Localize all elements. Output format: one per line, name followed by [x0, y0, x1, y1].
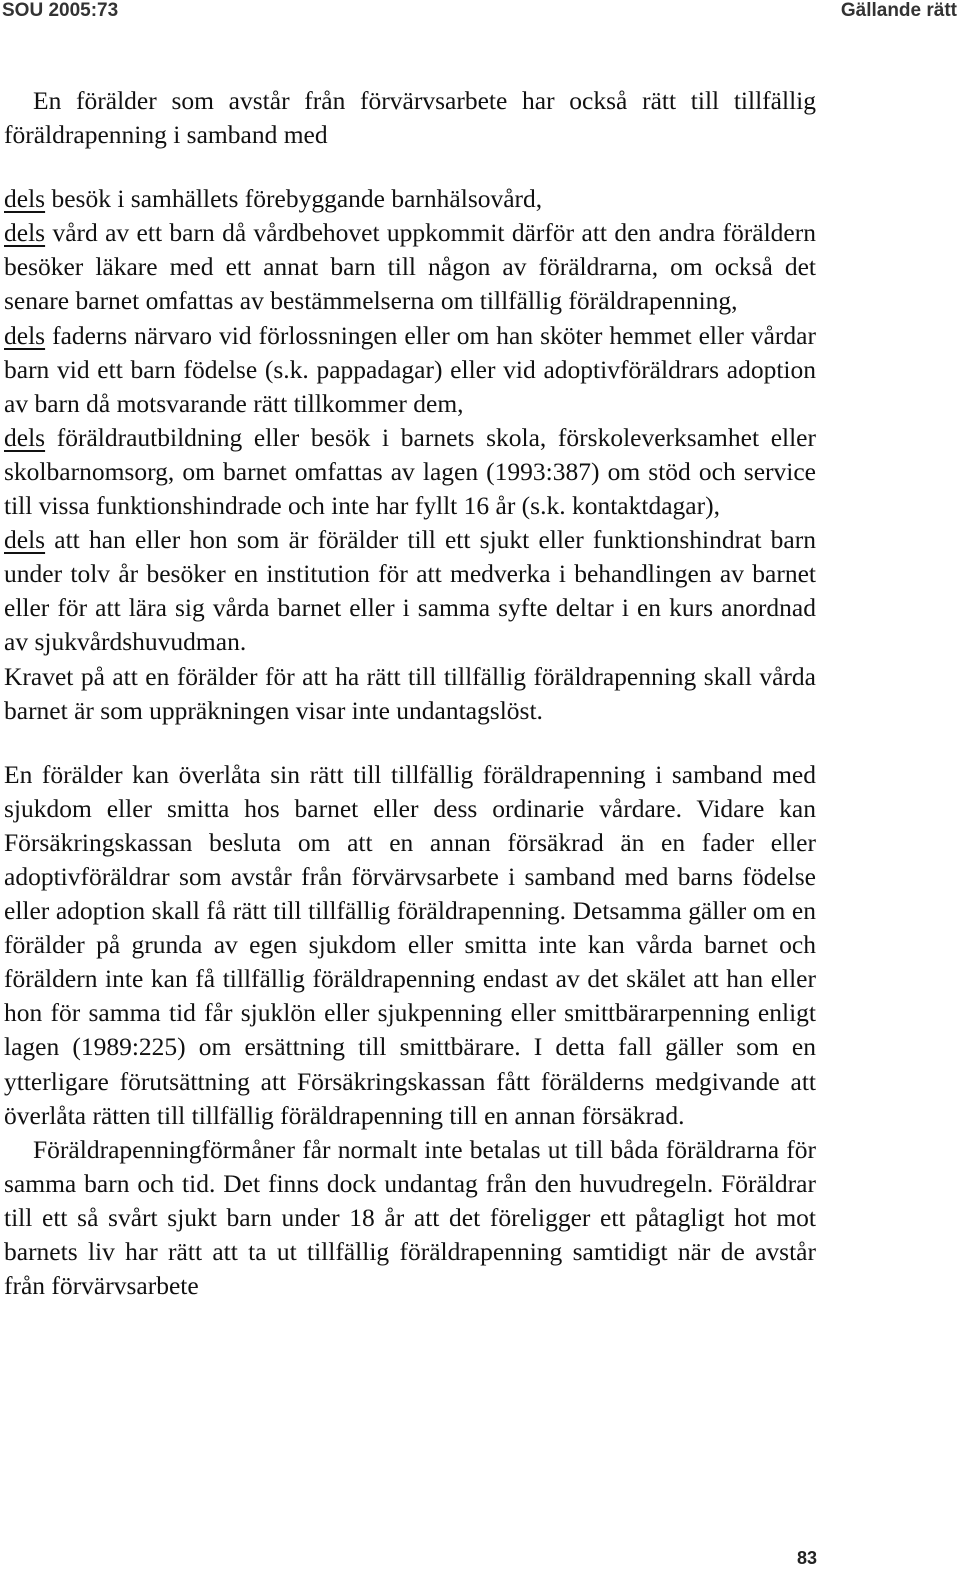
dels-marker: dels [4, 525, 46, 555]
list-item [4, 523, 816, 659]
document-id: SOU 2005:73 [2, 0, 119, 21]
list-item-text: besök i samhällets förebyggande barnhälsovård, [45, 184, 543, 214]
dels-marker: dels [4, 184, 46, 214]
dels-marker: dels [4, 422, 46, 452]
running-header [0, 0, 960, 30]
section-title: Gällande rätt [840, 0, 957, 21]
paragraph-intro: En förälder som avstår från förvärvsarbete har också rätt till tillfällig föräldrapenning i samband med [4, 86, 816, 150]
list-item-text: faderns närvaro vid förlossningen eller om han sköter hemmet eller vårdar barn vid ett barn födelse (s.k. pappadagar) eller vid adoptivföräldrars adoption av barn då motsvarande rätt tillkommer dem, [4, 320, 816, 418]
list-item [4, 421, 816, 523]
body-text [4, 84, 816, 1303]
paragraph: En förälder kan överlåta sin rätt till tillfällig föräldrapenning i samband med sjukdom eller smitta hos barnet eller dess ordinarie vårdare. Vidare kan Försäkringskassan besluta om att en annan försäkrad än en fader eller adoptivföräldrar som avstår från förvärvsarbete i samband med barns födelse eller adoption skall få rätt till tillfällig föräldrapenning. Detsamma gäller om en förälder på grunda av egen sjukdom eller smitta inte kan vårda barnet och föräldern inte kan få tillfällig föräldrapenning endast av det skälet att han eller hon för samma tid får sjuklön eller sjukpenning eller smittbärarpenning enligt lagen (1989:225) om ersättning till smittbärare. I detta fall gäller som en ytterligare förutsättning att Försäkringskassan fått förälderns medgivande att överlåta rätten till tillfällig föräldrapenning till en annan försäkrad. [4, 759, 816, 1130]
list-item [4, 319, 816, 421]
list-item [4, 182, 816, 216]
page-number: 83 [796, 1548, 817, 1568]
dels-marker: dels [4, 218, 46, 248]
list-item-text: vård av ett barn då vårdbehovet uppkommit därför att den andra föräldern besöker läkare med ett annat barn till någon av föräldrarna, om också det senare barnet omfattas av bestämmelserna om tillfällig föräldrapenning, [4, 218, 816, 316]
paragraph-closing: Kravet på att en förälder för att ha rätt till tillfällig föräldrapenning skall vårda barnet är som uppräkningen visar inte undantagslöst. [4, 661, 816, 725]
dels-marker: dels [4, 320, 46, 350]
list-item-text: att han eller hon som är förälder till ett sjukt eller funktionshindrat barn under tolv år besöker en institution för att medverka i behandlingen av barnet eller för att lära sig vårda barnet eller i samma syfte deltar i en kurs anordnad av sjukvårdshuvudman. [4, 525, 816, 657]
paragraph: Föräldrapenningförmåner får normalt inte betalas ut till båda föräldrarna för samma barn och tid. Det finns dock undantag från den huvudregeln. Föräldrar till ett så svårt sjukt barn under 18 år att det föreligger ett påtagligt hot mot barnets liv har rätt att ta ut tillfällig föräldrapenning samtidigt när de avstår från förvärvsarbete [4, 1134, 816, 1301]
list-item-text: föräldrautbildning eller besök i barnets skola, förskoleverksamhet eller skolbarnomsorg, om barnet omfattas av lagen (1993:387) om stöd och service till vissa funktionshindrade och inte har fyllt 16 år (s.k. kontaktdagar), [4, 422, 816, 521]
list-item [4, 216, 816, 318]
